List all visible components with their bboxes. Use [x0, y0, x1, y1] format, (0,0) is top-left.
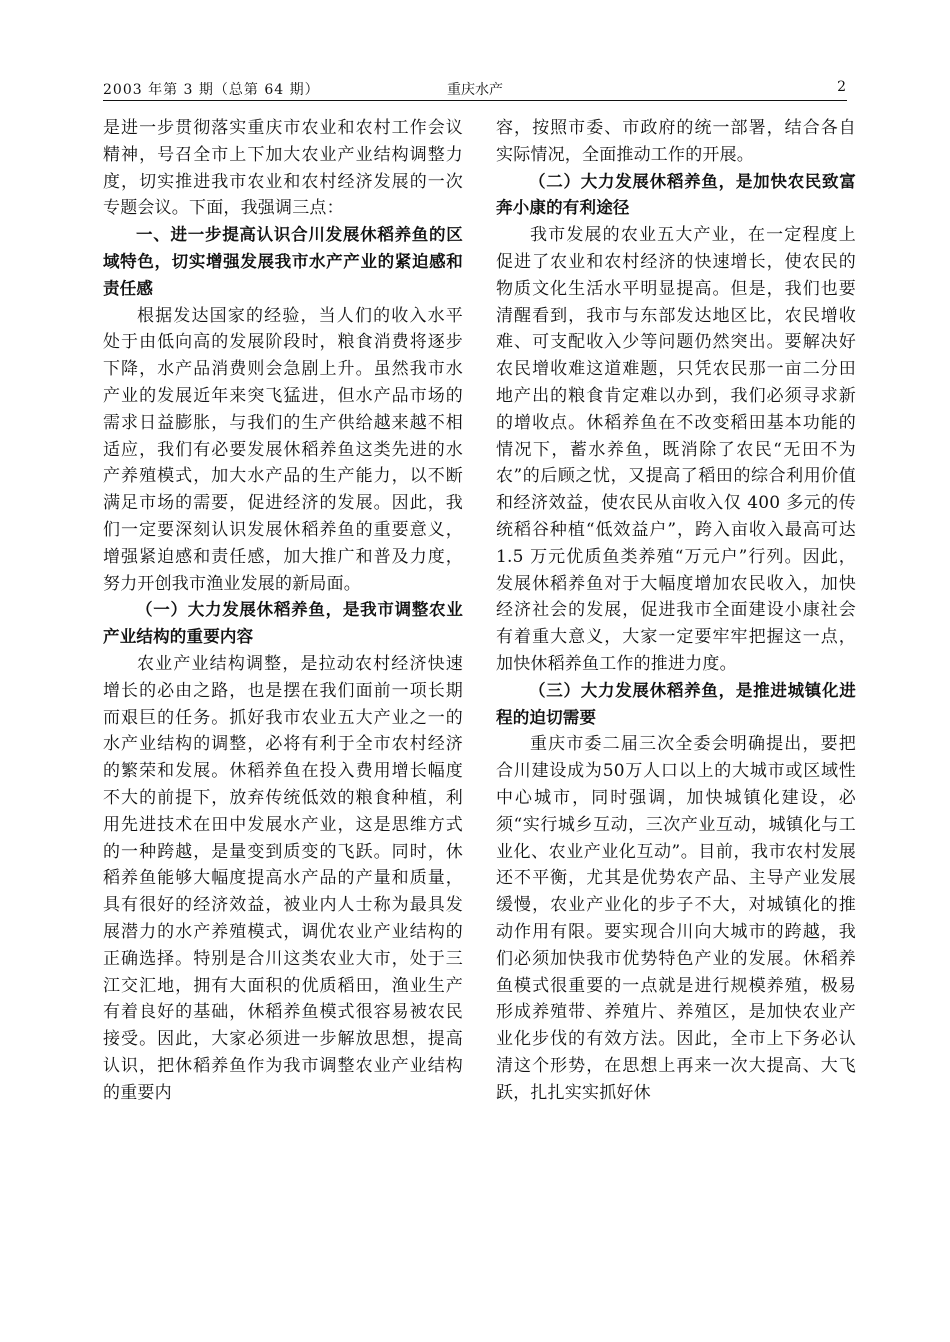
- journal-title: 重庆水产: [447, 82, 503, 98]
- section-heading-1: 一、进一步提高认识合川发展休稻养鱼的区域特色，切实增强发展我市水产产业的紧迫感和责任感: [103, 225, 463, 298]
- paragraph-intro-continued: 是进一步贯彻落实重庆市农业和农村工作会议精神，号召全市上下加大农业产业结构调整力度，切实推进我市农业和农村经济发展的一次专题会议。下面，我强调三点：: [103, 118, 463, 219]
- paragraph: 农业产业结构调整，是拉动农村经济快速增长的必由之路，也是摆在我们面前一项长期而艰巨的任务。抓好我市农业五大产业之一的水产业结构的调整，必将有利于全市农村经济的繁荣和发展。休稻养鱼在投入费用增长幅度不大的前提下，放弃传统低效的粮食种植，利用先进技术在田中发展水产业，这是思维方式的一种跨越，是量变到质变的飞跃。同时，休稻养鱼能够大幅度提高水产品的产量和质量，具有很好的经济效益，被业内人士称为最具发展潜力的水产养殖模式，调优农业产业结构的正确选择。特别是合川这类农业大市，处于三江交汇地，拥有大面积的优质稻田，渔业生产有着良好的基础，休稻养鱼模式很容易被农民接受。因此，大家必须进一步解放思想，提高认识，把休稻养鱼作为我市调整农业产业结构的重要内: [103, 653, 463, 1103]
- issue-label: 2003 年第 3 期（总第 64 期）: [103, 82, 320, 98]
- paragraph-continued: 容，按照市委、市政府的统一部署，结合各自实际情况，全面推动工作的开展。: [496, 118, 856, 165]
- left-column: [103, 115, 463, 1106]
- subsection-heading-1: （一）大力发展休稻养鱼，是我市调整农业产业结构的重要内容: [103, 600, 463, 647]
- paragraph: 根据发达国家的经验，当人们的收入水平处于由低向高的发展阶段时，粮食消费将逐步下降，水产品消费则会急剧上升。虽然我市水产业的发展近年来突飞猛进，但水产品市场的需求日益膨胀，与我们的生产供给越来越不相适应，我们有必要发展休稻养鱼这类先进的水产养殖模式，加大水产品的生产能力，以不断满足市场的需要，促进经济的发展。因此，我们一定要深刻认识发展休稻养鱼的重要意义，增强紧迫感和责任感，加大推广和普及力度，努力开创我市渔业发展的新局面。: [103, 305, 463, 594]
- paragraph: 我市发展的农业五大产业，在一定程度上促进了农业和农村经济的快速增长，使农民的物质文化生活水平明显提高。但是，我们也要清醒看到，我市与东部发达地区比，农民增收难、可支配收入少等问题仍然突出。要解决好农民增收难这道难题，只凭农民那一亩二分田地产出的粮食肯定难以办到，我们必须寻求新的增收点。休稻养鱼在不改变稻田基本功能的情况下，蓄水养鱼，既消除了农民“无田不为农”的后顾之忧，又提高了稻田的综合利用价值和经济效益，使农民从亩收入仅 400 多元的传统稻谷种植“低效益户”，跨入亩收入最高可达 1.5 万元优质鱼类养殖“万元户”行列。因此，发展休稻养鱼对于大幅度增加农民收入，加快经济社会的发展，促进我市全面建设小康社会有着重大意义，大家一定要牢牢把握这一点，加快休稻养鱼工作的推进力度。: [496, 225, 856, 674]
- page-number: 2: [837, 79, 847, 95]
- paragraph: 重庆市委二届三次全委会明确提出，要把合川建设成为50万人口以上的大城市或区域性中心城市，同时强调，加快城镇化建设，必须“实行城乡互动，三次产业互动，城镇化与工业化、农业产业化互动”。目前，我市农村发展还不平衡，尤其是优势农产品、主导产业发展缓慢，农业产业化的步子不大，对城镇化的推动作用有限。要实现合川向大城市的跨越，我们必须加快我市优势特色产业的发展。休稻养鱼模式很重要的一点就是进行规模养殖，极易形成养殖带、养殖片、养殖区，是加快农业产业化步伐的有效方法。因此，全市上下务必认清这个形势，在思想上再来一次大提高、大飞跃，扎扎实实抓好休: [496, 734, 856, 1103]
- header-rule: [103, 100, 847, 101]
- running-header: [103, 79, 847, 101]
- subsection-heading-2: （二）大力发展休稻养鱼，是加快农民致富奔小康的有利途径: [496, 171, 856, 218]
- subsection-heading-3: （三）大力发展休稻养鱼，是推进城镇化进程的迫切需要: [496, 680, 856, 727]
- right-column: [496, 115, 856, 1106]
